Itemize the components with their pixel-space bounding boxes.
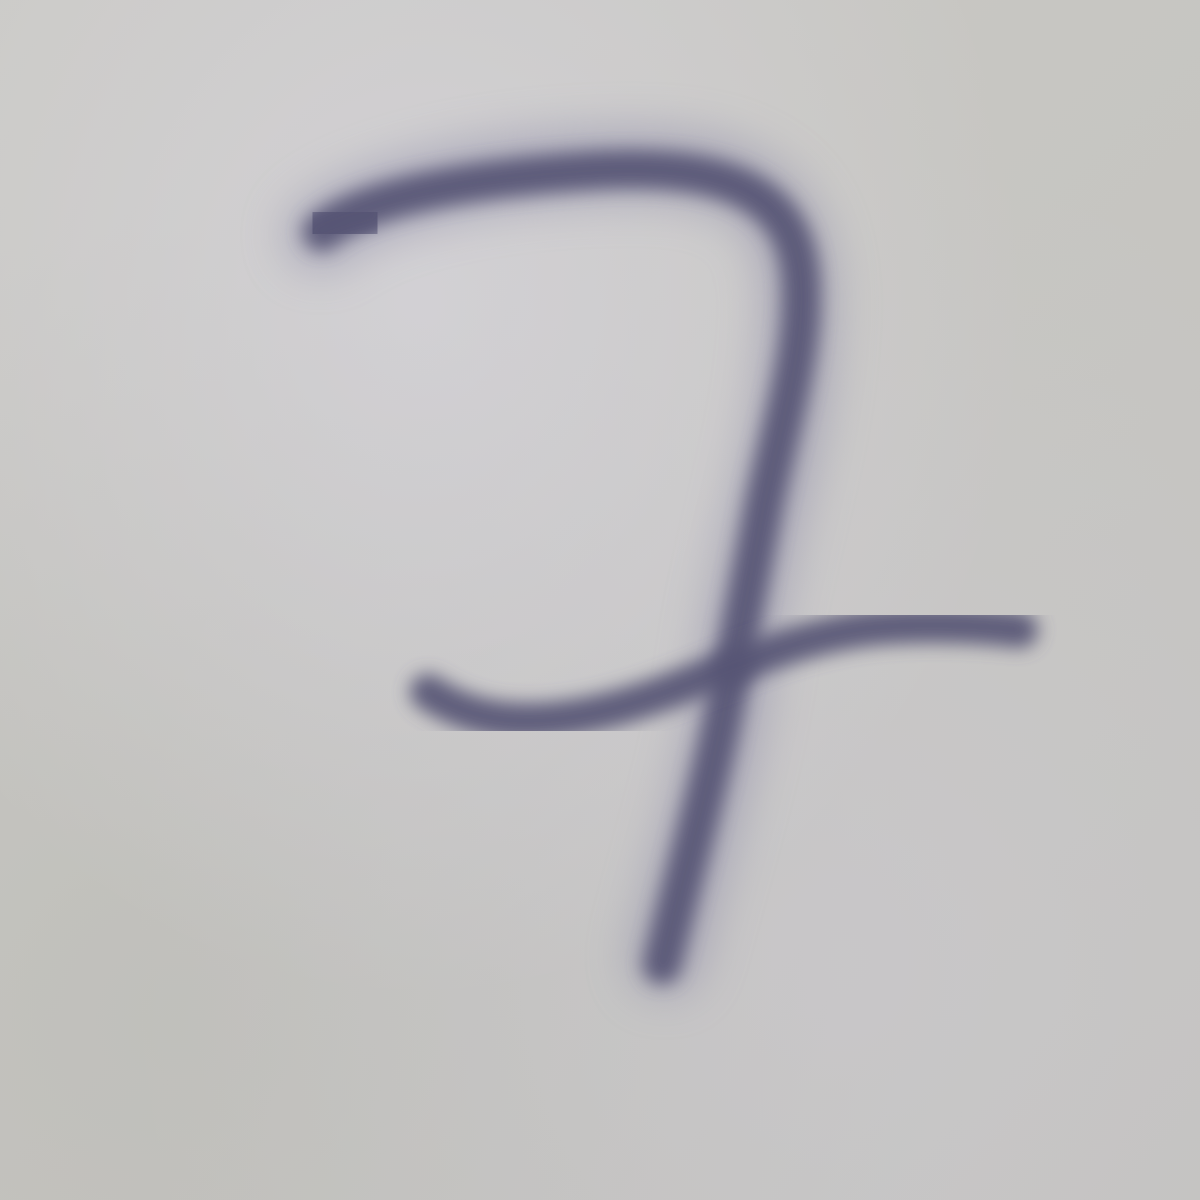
- ink-halo: [320, 164, 800, 960]
- seven-top-left-tip: [318, 214, 372, 232]
